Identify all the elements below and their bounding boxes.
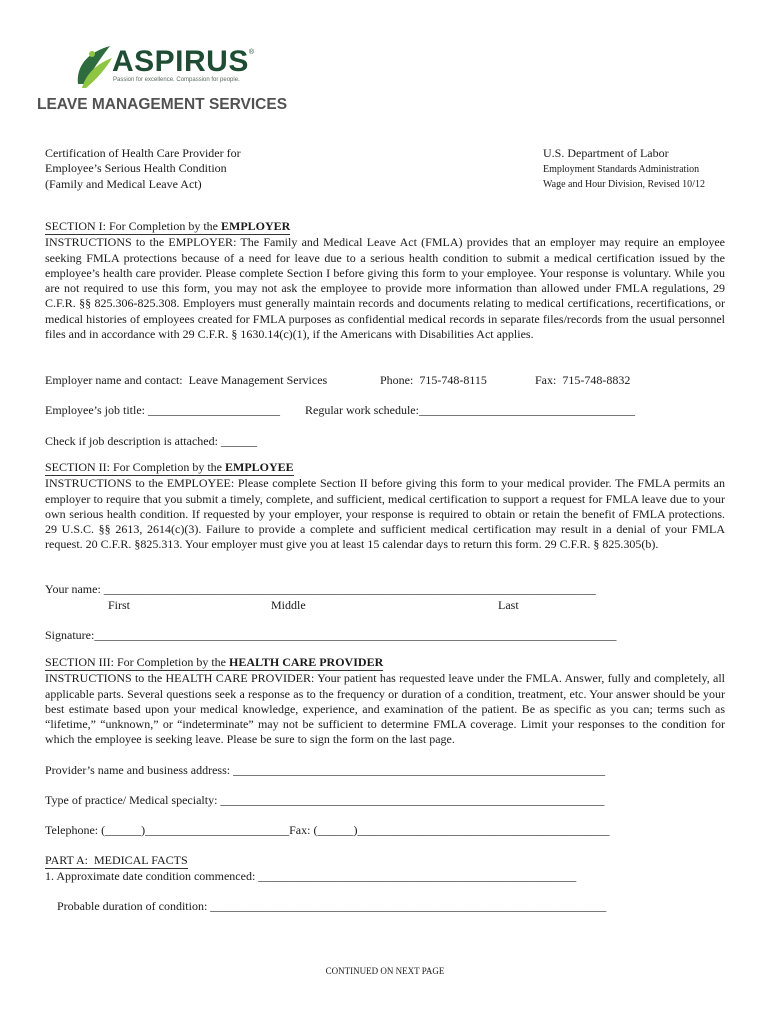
medical-specialty-field[interactable]: Type of practice/ Medical specialty: ________________________________________________________________ <box>45 793 605 807</box>
agency-name: U.S. Department of Labor <box>543 146 669 160</box>
form-title-line-1: Certification of Health Care Provider for <box>45 146 241 160</box>
section-health-care-provider <box>45 655 725 748</box>
name-first-label: First <box>108 598 131 612</box>
section-3-instructions: INSTRUCTIONS to the HEALTH CARE PROVIDER: Your patient has requested leave under the FMLA. Answer, fully and completely, all applicable parts. Several questions seek a response as to the frequency or duration of a condition, treatment, etc. Your answer should be your best estimate based upon your medical knowledge, experience, and examination of the patient. Be as specific as you can; terms such as “lifetime,” “unknown,” or “indeterminate” may not be sufficient to determine FMLA coverage. Limit your responses to the condition for which the employee is seeking leave. Please be sure to sign the form on the last page. <box>45 671 725 747</box>
employer-name-field[interactable]: Employer name and contact: Leave Management Services <box>45 373 328 387</box>
section-1-instructions: INSTRUCTIONS to the EMPLOYER: The Family and Medical Leave Act (FMLA) provides that an employer may require an employee seeking FMLA protections because of a need for leave due to a serious health condition to submit a medical certification issued by the employee’s health care provider. Please complete Section I before giving this form to your employee. Your response is voluntary. While you are not required to use this form, you may not ask the employee to provide more information than allowed under FMLA regulations, 29 C.F.R. §§ 825.306-825.308. Employers must generally maintain records and documents relating to medical certifications, recertifications, or medical histories of employees created for FMLA purposes as confidential medical records in separate files/records from the usual personnel files and in accordance with 29 C.F.R. § 1630.14(c)(1), if the Americans with Disabilities Act applies. <box>45 235 725 342</box>
employer-phone: Phone: 715-748-8115 <box>380 373 487 387</box>
agency-division: Wage and Hour Division, Revised 10/12 <box>543 179 705 190</box>
department-title: LEAVE MANAGEMENT SERVICES <box>37 96 288 113</box>
employee-signature-field[interactable]: Signature:_______________________________________________________________________________________ <box>45 628 617 642</box>
logo-wordmark: ASPIRUS® <box>112 45 255 78</box>
leaf-logo-icon <box>72 44 114 90</box>
form-title-line-3: (Family and Medical Leave Act) <box>45 177 202 191</box>
section-2-instructions: INSTRUCTIONS to the EMPLOYEE: Please complete Section II before giving this form to your medical provider. The FMLA permits an employer to require that you submit a timely, complete, and sufficient, medical certification to support a request for FMLA leave due to your own serious health condition. If requested by your employer, your response is required to obtain or retain the benefit of FMLA protections. 29 U.S.C. §§ 2613, 2614(c)(3). Failure to provide a complete and sufficient medical certification may result in a denial of your FMLA request. 20 C.F.R. §825.313. Your employer must give you at least 15 calendar days to return this form. 29 C.F.R. § 825.305(b). <box>45 476 725 552</box>
provider-address-field[interactable]: Provider’s name and business address: ______________________________________________________________ <box>45 763 606 777</box>
name-last-label: Last <box>498 598 519 612</box>
work-schedule-field[interactable]: Regular work schedule:____________________________________ <box>305 403 635 417</box>
section-1-heading: SECTION I: For Completion by the EMPLOYER <box>45 219 290 235</box>
provider-telephone-fax-field[interactable]: Telephone: (______)________________________Fax: (______)__________________________________________ <box>45 823 610 837</box>
part-a-heading: PART A: MEDICAL FACTS <box>45 853 188 867</box>
logo-tagline: Passion for excellence. Compassion for people. <box>113 77 240 83</box>
section-employer <box>45 219 725 342</box>
employee-name-field[interactable]: Your name: __________________________________________________________________________________ <box>45 582 596 596</box>
condition-duration-field[interactable]: Probable duration of condition: __________________________________________________________________ <box>57 899 607 913</box>
agency-admin: Employment Standards Administration <box>543 164 700 175</box>
employer-fax: Fax: 715-748-8832 <box>535 373 631 387</box>
condition-date-field[interactable]: 1. Approximate date condition commenced: _____________________________________________________ <box>45 869 577 883</box>
section-employee <box>45 460 725 553</box>
aspirus-logo <box>72 44 272 90</box>
section-3-heading: SECTION III: For Completion by the HEALTH CARE PROVIDER <box>45 655 383 671</box>
form-title-line-2: Employee’s Serious Health Condition <box>45 161 227 175</box>
job-title-field[interactable]: Employee’s job title: ______________________ <box>45 403 280 417</box>
continued-footer: CONTINUED ON NEXT PAGE <box>325 966 445 976</box>
name-middle-label: Middle <box>271 598 306 612</box>
section-2-heading: SECTION II: For Completion by the EMPLOYEE <box>45 460 294 476</box>
job-description-check[interactable]: Check if job description is attached: ______ <box>45 434 257 448</box>
